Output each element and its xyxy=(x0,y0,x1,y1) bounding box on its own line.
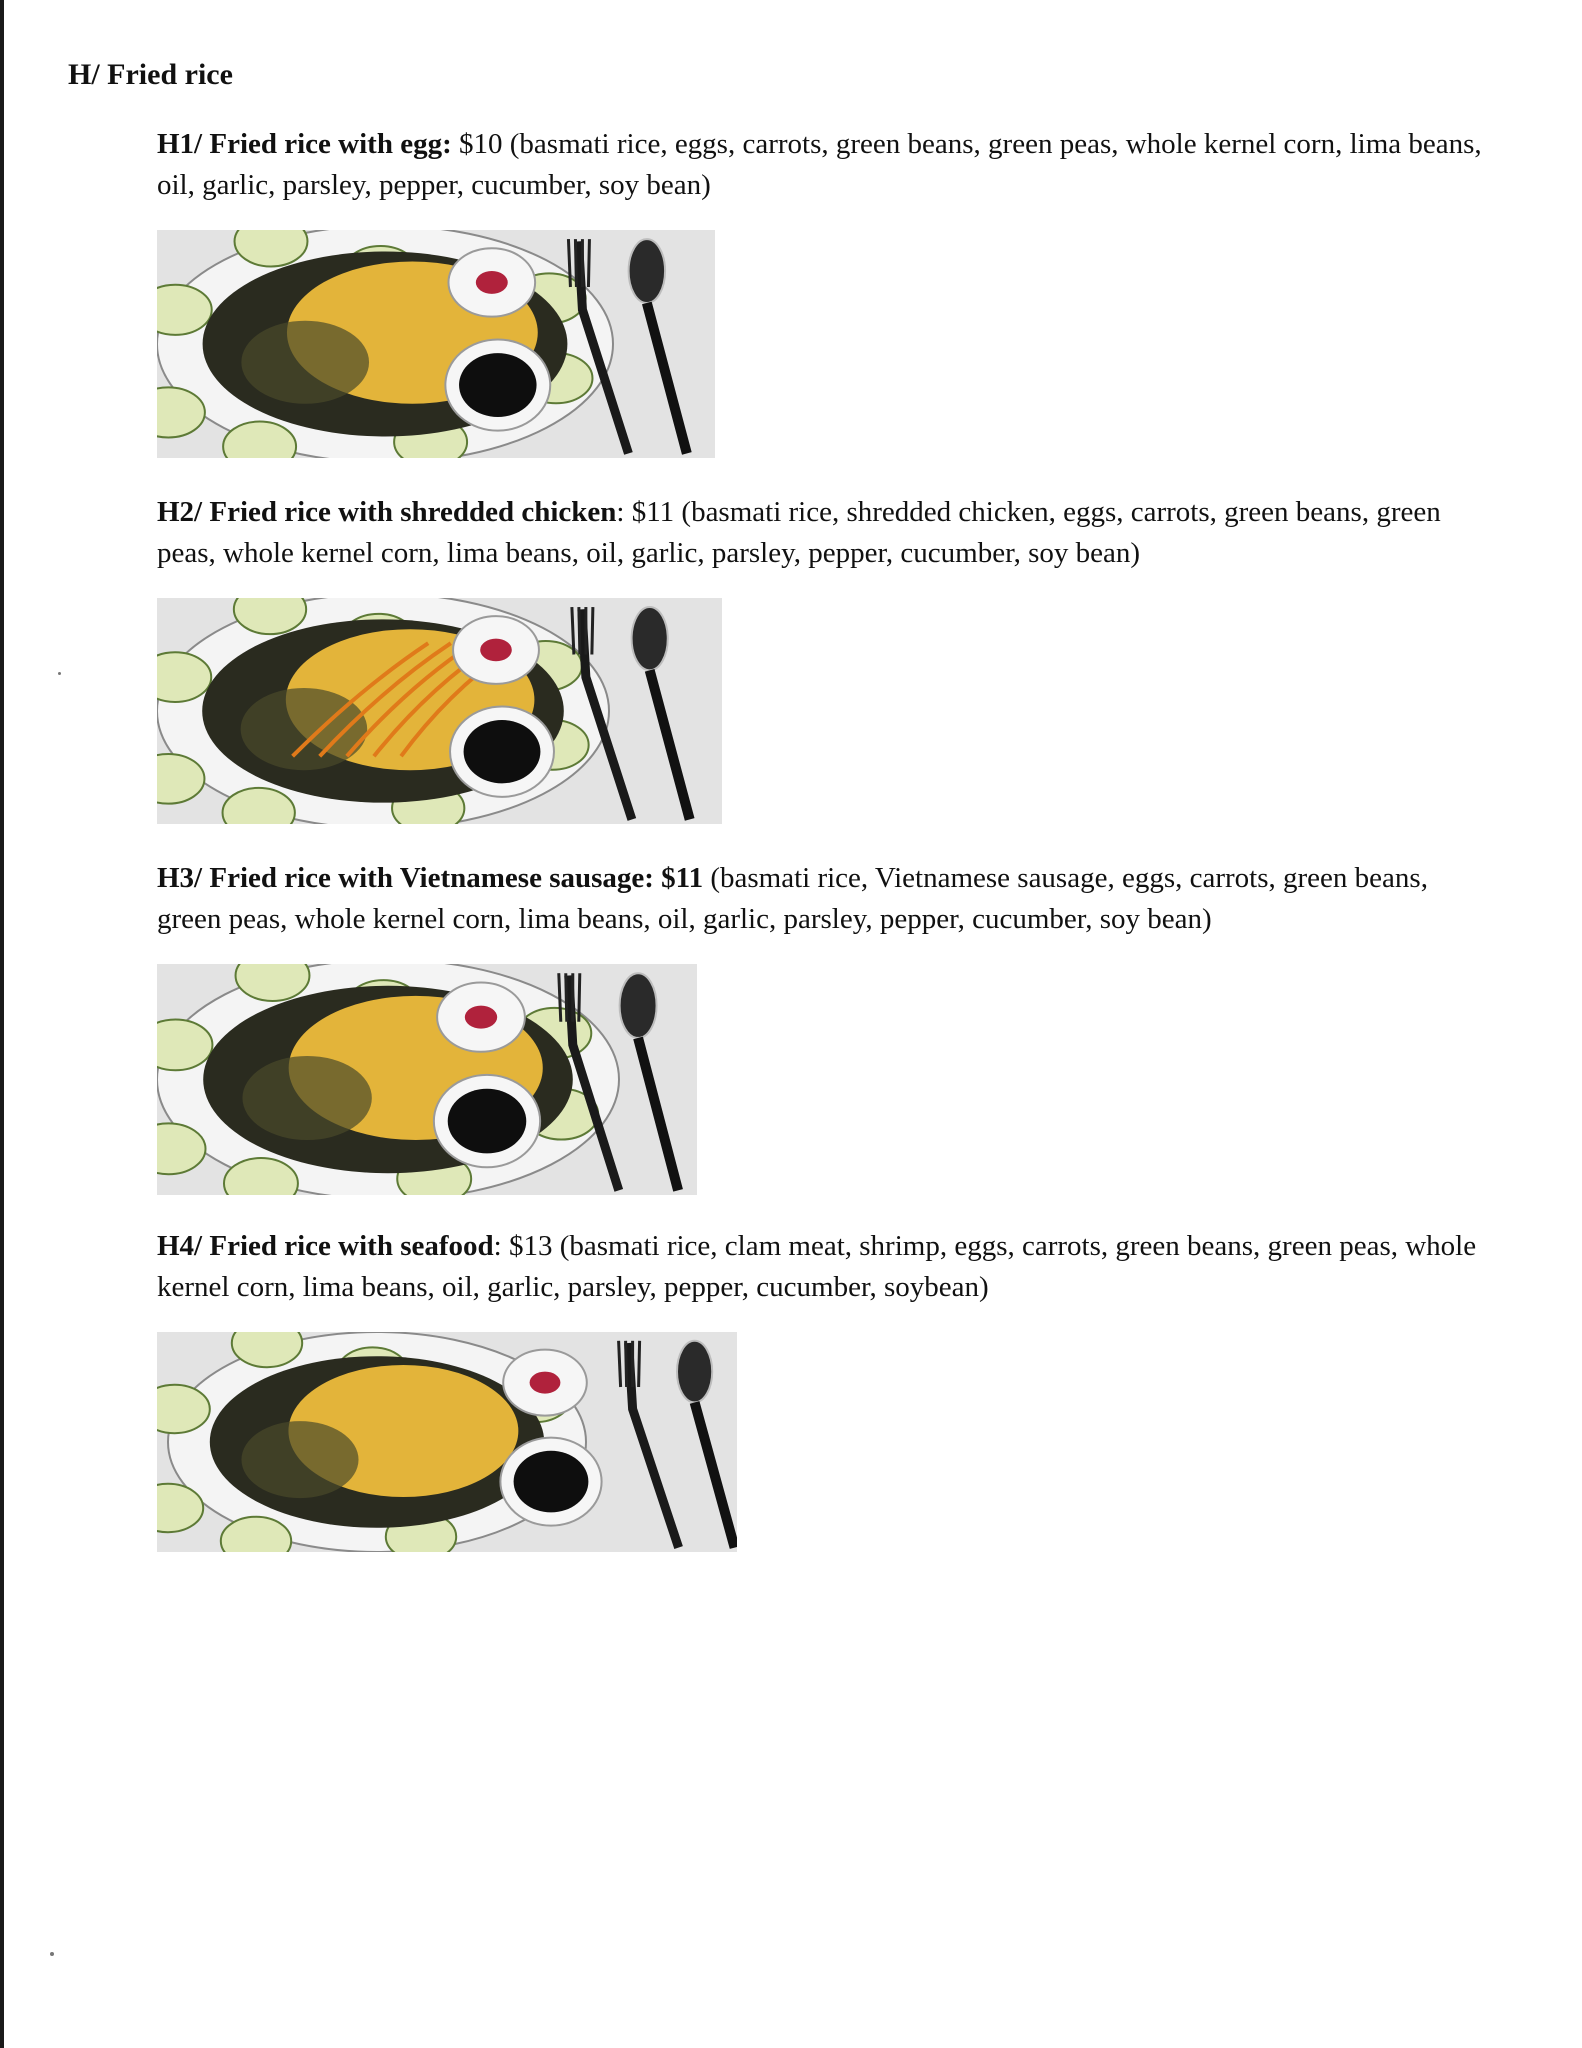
fork-tine xyxy=(559,973,561,1022)
scan-speck xyxy=(58,672,61,675)
rice-herbs xyxy=(241,321,369,404)
item-name: H1/ Fried rice with egg: xyxy=(157,128,452,160)
fork-tine xyxy=(579,607,580,654)
soy-sauce xyxy=(459,353,537,417)
soy-sauce xyxy=(448,1089,527,1154)
item-price: : $11 xyxy=(616,496,675,528)
item-ingredients: (basmati rice, clam meat, shrimp, eggs, carrots, green beans, green peas, whole kernel corn, lima beans, oil, garlic, parsley, pepper, cucumber, soybean) xyxy=(157,1230,1477,1303)
menu-item-h4 xyxy=(157,1226,1497,1552)
fork-tine xyxy=(592,607,593,654)
fork-tine xyxy=(588,239,589,287)
fork-tine xyxy=(639,1341,640,1387)
item-name: H3/ Fried rice with Vietnamese sausage: $11 xyxy=(157,862,704,894)
fork-tine xyxy=(568,239,570,287)
chili-sauce xyxy=(465,1006,497,1029)
menu-item-h3 xyxy=(157,858,1497,1195)
spoon-head xyxy=(629,239,665,303)
item-ingredients: (basmati rice, eggs, carrots, green beans, green peas, whole kernel corn, lima beans, oil, garlic, parsley, pepper, cucumber, soy bean) xyxy=(157,128,1482,201)
dish-photo xyxy=(157,230,715,458)
item-name: H4/ Fried rice with seafood xyxy=(157,1230,494,1262)
fork-tine xyxy=(579,973,580,1022)
spoon-head xyxy=(677,1341,712,1403)
item-ingredients: (basmati rice, shredded chicken, eggs, carrots, green beans, green peas, whole kernel corn, lima beans, oil, garlic, parsley, pepper, cucumber, soy bean) xyxy=(157,496,1441,569)
item-price: : $13 xyxy=(493,1230,553,1262)
item-description xyxy=(157,492,1497,574)
item-name: H2/ Fried rice with shredded chicken xyxy=(157,496,617,528)
spoon-head xyxy=(632,607,668,670)
fork-tine xyxy=(566,973,567,1022)
section-title: H/ Fried rice xyxy=(68,58,233,91)
fork-tine xyxy=(572,607,574,654)
item-description xyxy=(157,858,1497,940)
chili-sauce xyxy=(480,639,512,662)
menu-item-h1 xyxy=(157,124,1497,458)
soy-sauce xyxy=(514,1451,589,1513)
scan-speck xyxy=(50,1952,54,1956)
fork-tine xyxy=(619,1341,621,1387)
soy-sauce xyxy=(464,720,541,783)
rice-herbs xyxy=(241,1421,358,1498)
dish-photo xyxy=(157,598,722,824)
item-price: $10 xyxy=(451,128,503,160)
item-description xyxy=(157,124,1497,206)
menu-item-h2 xyxy=(157,492,1497,824)
scan-edge xyxy=(0,0,4,2048)
spoon-head xyxy=(620,973,657,1038)
fork-tine xyxy=(626,1341,627,1387)
dish-photo xyxy=(157,964,697,1195)
fork-tine xyxy=(575,239,576,287)
chili-sauce xyxy=(530,1372,561,1394)
item-description xyxy=(157,1226,1497,1308)
chili-sauce xyxy=(476,271,508,294)
item-ingredients: (basmati rice, Vietnamese sausage, eggs, carrots, green beans, green peas, whole kernel corn, lima beans, oil, garlic, parsley, pepper, cucumber, soy bean) xyxy=(157,862,1428,935)
dish-photo xyxy=(157,1332,737,1552)
rice-herbs xyxy=(242,1056,371,1140)
